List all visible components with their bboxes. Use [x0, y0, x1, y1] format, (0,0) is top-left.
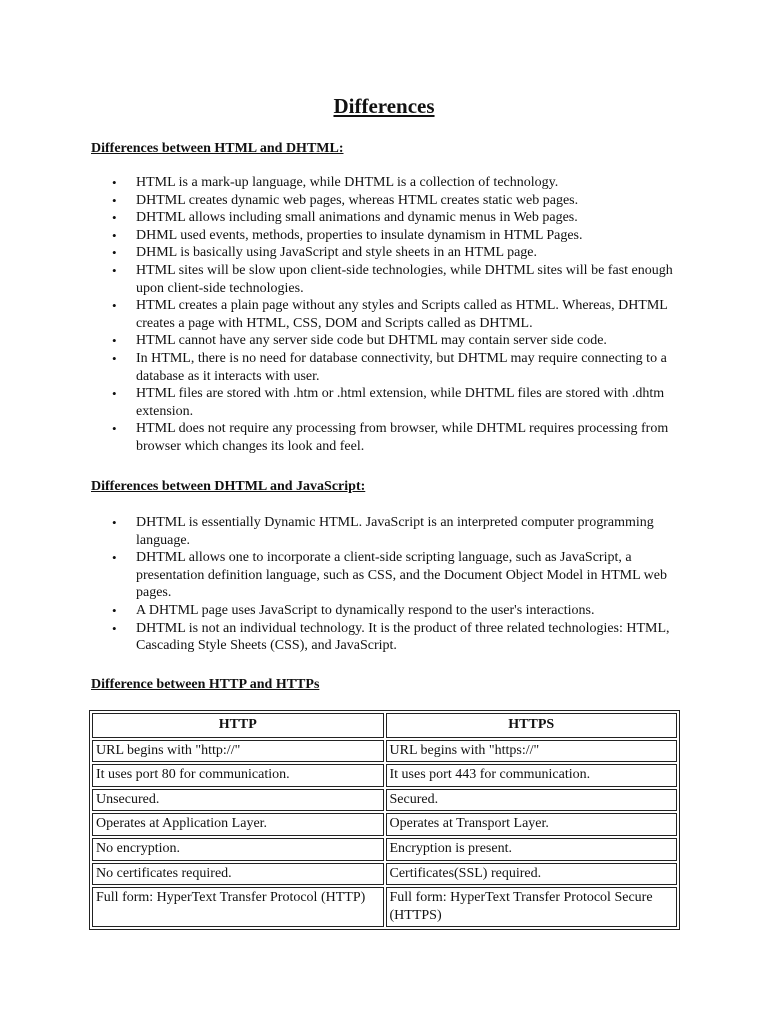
page-title: Differences: [333, 94, 435, 118]
section-heading-html-dhtml: Differences between HTML and DHTML:: [91, 141, 344, 156]
table-row: [92, 813, 677, 836]
list-item: • In HTML, there is no need for database connectivity, but DHTML may require connecting to a database as it interacts with user.: [136, 350, 696, 385]
table-row: [92, 740, 677, 763]
table-row: [92, 863, 677, 886]
table-cell: URL begins with "https://": [386, 740, 678, 763]
table-cell: No certificates required.: [92, 863, 384, 886]
list-item: • HTML does not require any processing from browser, while DHTML requires processing from browser which changes its look and feel.: [136, 420, 696, 455]
table-cell: Secured.: [386, 789, 678, 812]
list-item: • HTML is a mark-up language, while DHTML is a collection of technology.: [136, 174, 696, 192]
list-item: • A DHTML page uses JavaScript to dynamically respond to the user's interactions.: [136, 602, 696, 620]
table-row: [92, 838, 677, 861]
table-cell: No encryption.: [92, 838, 384, 861]
table-cell: Full form: HyperText Transfer Protocol Secure (HTTPS): [386, 887, 678, 927]
table-row: [92, 764, 677, 787]
table-cell: Unsecured.: [92, 789, 384, 812]
table-cell: URL begins with "http://": [92, 740, 384, 763]
table-header-row: [92, 713, 677, 738]
bullet-list-dhtml-javascript: [136, 514, 696, 655]
list-item: • HTML creates a plain page without any styles and Scripts called as HTML. Whereas, DHTML creates a page with HTML, CSS, DOM and Scripts called as DHTML.: [136, 297, 696, 332]
list-item: • DHTML is not an individual technology. It is the product of three related technologies: HTML, Cascading Style Sheets (CSS), and JavaScript.: [136, 620, 696, 655]
table-cell: Operates at Application Layer.: [92, 813, 384, 836]
table-cell: Full form: HyperText Transfer Protocol (HTTP): [92, 887, 384, 927]
list-item: • DHTML creates dynamic web pages, whereas HTML creates static web pages.: [136, 192, 696, 210]
table-cell: It uses port 443 for communication.: [386, 764, 678, 787]
list-item: • DHTML allows one to incorporate a client-side scripting language, such as JavaScript, a presentation definition language, such as CSS, and the Document Object Model in HTML web pages.: [136, 549, 696, 602]
table-row: [92, 887, 677, 927]
list-item: • HTML files are stored with .htm or .html extension, while DHTML files are stored with .dhtm extension.: [136, 385, 696, 420]
list-item: • DHML is basically using JavaScript and style sheets in an HTML page.: [136, 244, 696, 262]
column-header-https: HTTPS: [386, 713, 678, 738]
list-item: • HTML sites will be slow upon client-side technologies, while DHTML sites will be fast enough upon client-side technologies.: [136, 262, 696, 297]
table-row: [92, 789, 677, 812]
list-item: • DHTML allows including small animations and dynamic menus in Web pages.: [136, 209, 696, 227]
section-heading-http-https: Difference between HTTP and HTTPs: [91, 677, 320, 692]
http-https-comparison-table: [89, 710, 680, 930]
table-cell: Encryption is present.: [386, 838, 678, 861]
table-cell: Certificates(SSL) required.: [386, 863, 678, 886]
bullet-list-html-dhtml: [136, 174, 696, 456]
list-item: • HTML cannot have any server side code but DHTML may contain server side code.: [136, 332, 696, 350]
section-heading-dhtml-javascript: Differences between DHTML and JavaScript:: [91, 479, 366, 494]
table-cell: It uses port 80 for communication.: [92, 764, 384, 787]
list-item: • DHTML is essentially Dynamic HTML. JavaScript is an interpreted computer programming language.: [136, 514, 696, 549]
table-cell: Operates at Transport Layer.: [386, 813, 678, 836]
list-item: • DHML used events, methods, properties to insulate dynamism in HTML Pages.: [136, 227, 696, 245]
column-header-http: HTTP: [92, 713, 384, 738]
